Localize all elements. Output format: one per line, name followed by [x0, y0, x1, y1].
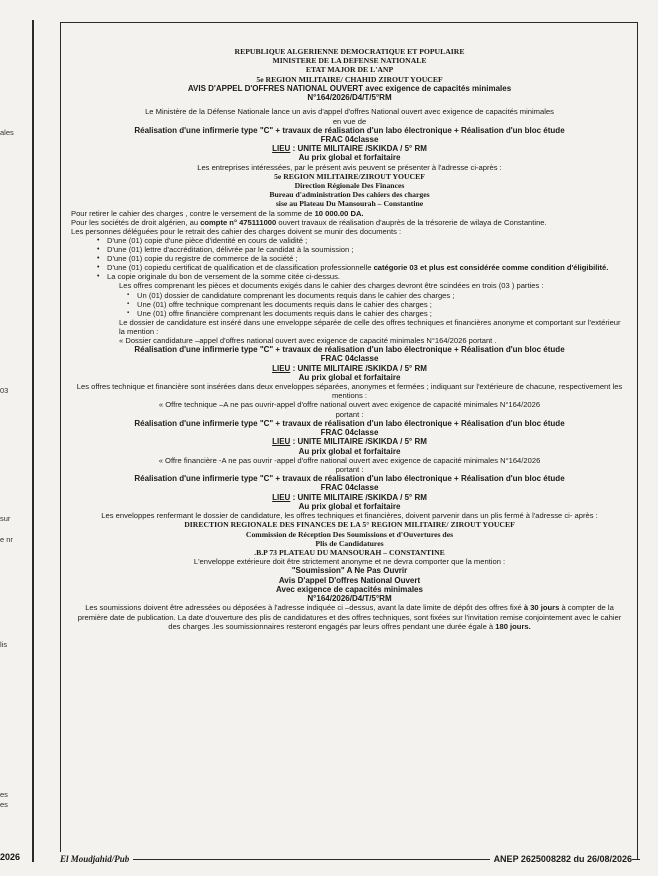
- dossier-section: [71, 318, 628, 382]
- part-item: ▪ Une (01) offre technique comprenant les documents requis dans le cahier des charges ;: [71, 300, 628, 309]
- header-republic: REPUBLIQUE ALGERIENNE DEMOCRATIQUE ET POPULAIRE: [234, 47, 465, 56]
- financiere-portant: portant :: [335, 464, 364, 474]
- project-lieu: [71, 493, 628, 502]
- prev-column-border: [32, 20, 34, 862]
- payment-deleguees: Les personnes déléguées pour le retrait des cahier des charges doivent se munir des documents :: [71, 226, 402, 236]
- prev-column-fragment: 03: [0, 386, 9, 395]
- previous-column: [0, 0, 36, 876]
- exterieure-mention-4: N°164/2026/D4/T/5°RM: [307, 594, 392, 604]
- exterieure-text: L'enveloppe extérieure doit être strictement anonyme et ne devra comporter que la mention :: [193, 557, 506, 567]
- enveloppes-section: [71, 511, 628, 557]
- closing-days: à 30 jours: [523, 603, 560, 613]
- dossier-mention: « Dossier candidature –appel d'offres national ouvert avec exigence de capacité minimales N°164/2026 portant .: [119, 336, 497, 345]
- project-frac: FRAC 04classe: [320, 427, 379, 437]
- payment-societes-text: Pour les sociétés de droit algérien, au: [71, 217, 199, 227]
- technique-portant: portant :: [335, 409, 364, 419]
- exterieure-mention-1: "Soumission" A Ne Pas Ouvrir: [291, 566, 408, 576]
- payment-section: [71, 209, 628, 236]
- project-frac: FRAC 04classe: [320, 354, 379, 364]
- exterieure-mention-3: Avec exigence de capacités minimales: [276, 584, 423, 594]
- financiere-section: [71, 456, 628, 511]
- lieu-value: : UNITE MILITAIRE /SKIKDA / 5° RM: [292, 144, 427, 154]
- project-lieu: [71, 144, 628, 153]
- intro-interested: Les entreprises intéressées, par le présent avis peuvent se présenter à l'adresse ci-après :: [197, 162, 502, 172]
- enveloppes-address-direction: DIRECTION REGIONALE DES FINANCES DE LA 5° REGION MILITAIRE/ ZIROUT YOUCEF: [184, 520, 515, 530]
- exterieure-mention-2: Avis D'appel D'offres National Ouvert: [278, 575, 421, 585]
- address-bureau: Bureau d'administration Des cahiers des charges: [269, 190, 430, 200]
- offres-tf-text: Les offres technique et financière sont insérées dans deux enveloppes séparées, anonymes et fermées ; indiquant sur l'extérieure de chacune, respectivement les mentions :: [76, 382, 623, 401]
- payment-societes: [71, 218, 628, 227]
- closing-paragraph: [71, 603, 628, 630]
- document-item: • D'une (01) lettre d'accréditation, délivrée par le candidat à la soumission ;: [71, 245, 628, 254]
- prev-column-fragment: lis: [0, 640, 8, 649]
- intro-section: [71, 107, 628, 208]
- project-frac: FRAC 04classe: [320, 483, 379, 493]
- parts-list: [71, 291, 628, 318]
- notice-title: AVIS D'APPEL D'OFFRES NATIONAL OUVERT avec exigence de capacités minimales: [187, 83, 512, 93]
- address-region: 5e REGION MILITAIRE/ZIROUT YOUCEF: [274, 171, 425, 181]
- footer-source: El Moudjahid/Pub: [60, 852, 133, 866]
- prev-column-footer: 2026: [0, 852, 21, 862]
- intro-text: Le Ministère de la Défense Nationale lance un avis d'appel d'offres National ouvert avec exigence de capacités minimales: [145, 107, 554, 117]
- project-title: Réalisation d'une infirmerie type "C" + travaux de réalisation d'un labo électronique + Réalisation d'un bloc étude: [134, 474, 565, 484]
- notice-reference: N°164/2026/D4/T/5°RM: [307, 93, 392, 103]
- lieu-label: LIEU: [272, 144, 291, 154]
- project-lieu: [71, 437, 628, 446]
- intro-en-vue: en vue de: [332, 116, 367, 126]
- enveloppes-address-bp: .B.P 73 PLATEAU DU MANSOURAH – CONSTANTINE: [254, 547, 445, 557]
- project-frac: FRAC 04classe: [320, 134, 379, 144]
- lieu-value: : UNITE MILITAIRE /SKIKDA / 5° RM: [292, 492, 427, 502]
- project-title: Réalisation d'une infirmerie type "C" + travaux de réalisation d'un labo électronique + Réalisation d'un bloc étude: [134, 418, 565, 428]
- header-etat-major: ETAT MAJOR DE L'ANP: [305, 65, 394, 75]
- part-item: ▪ Un (01) dossier de candidature comprenant les documents requis dans le cahier des charges ;: [71, 291, 628, 300]
- lieu-label: LIEU: [272, 492, 291, 502]
- project-prix: Au prix global et forfaitaire: [298, 153, 401, 163]
- prev-column-fragment: es: [0, 800, 8, 809]
- closing-text-a: Les soumissions doivent être adressées ou déposées à l'adresse indiquée ci –dessus, avant la date limite de dépôt des offres fixé: [85, 603, 522, 613]
- prev-column-fragment: ales: [0, 128, 14, 137]
- lieu-label: LIEU: [272, 363, 291, 373]
- offres-parts-text: Les offres comprenant les pièces et documents exigés dans le cahier des charges devront être scindées en trois (03 ) parties :: [119, 281, 544, 291]
- prev-column-fragment: es: [0, 790, 8, 799]
- payment-amount: 10 000.00 DA.: [314, 208, 364, 218]
- footer-anep: ANEP 2625008282 du 26/08/2026: [490, 852, 632, 866]
- enveloppes-address-commission: Commission de Réception Des Soumissions et d'Ouvertures des: [245, 529, 454, 539]
- project-prix: Au prix global et forfaitaire: [298, 446, 401, 456]
- certificate-text: D'une (01) copiedu certificat de qualification et de classification professionnelle: [107, 263, 372, 273]
- header-region: 5e REGION MILITAIRE/ CHAHID ZIROUT YOUCEF: [256, 74, 443, 84]
- financiere-mention: « Offre financière -A ne pas ouvrir -appel d'offre national ouvert avec exigence de capacité minimales N°164/2026: [158, 455, 541, 465]
- document-item: • D'une (01) copie d'une pièce d'identité en cours de validité ;: [71, 236, 628, 245]
- enveloppes-text: Les enveloppes renfermant le dossier de candidature, les offres techniques et financières, doivent parvenir dans un plis fermé à l'adresse ci- après :: [101, 511, 598, 521]
- part-item: ▪ Une (01) offre financière comprenant les documents requis dans le cahier des charges ;: [71, 309, 628, 318]
- technique-section: [71, 400, 628, 455]
- closing-text-b: à compter de la première date de publication. La date d'ouverture des plis de candidatures et des offres techniques, sont fixées sur l'invitation remise conjointement avec le cahier des charges .les soumissionnaires resteront engagés par leurs offres pendant une durée égale à: [77, 603, 622, 631]
- project-title: Réalisation d'une infirmerie type "C" + travaux de réalisation d'un labo électronique + Réalisation d'un bloc étude: [134, 345, 565, 355]
- payment-retirer: [71, 209, 628, 218]
- payment-compte: compte n° 475111000: [200, 217, 277, 227]
- prev-column-fragment: e nr: [0, 535, 13, 544]
- document-item-certificate: [71, 263, 628, 272]
- notice-header: [71, 47, 628, 102]
- payment-retirer-text: Pour retirer le cahier des charges , contre le versement de la somme de: [71, 208, 313, 218]
- prev-column-fragment: sur: [0, 514, 11, 523]
- tender-notice: [60, 22, 638, 860]
- enveloppes-address-plis: Plis de Candidatures: [315, 538, 384, 548]
- document-item: • D'une (01) copie du registre de commerce de la société ;: [71, 254, 628, 263]
- project-prix: Au prix global et forfaitaire: [298, 501, 401, 511]
- project-prix: Au prix global et forfaitaire: [298, 372, 401, 382]
- project-lieu: [71, 364, 628, 373]
- certificate-condition: catégorie 03 et plus est considérée comme condition d'éligibilité.: [373, 263, 609, 273]
- payment-societes-rest: ouvert travaux de réalisation d'auprès de la trésorerie de wilaya de Constantine.: [278, 217, 547, 227]
- technique-mention: « Offre technique –A ne pas ouvrir-appel d'offre national ouvert avec exigence de capacité minimales N°164/2026: [158, 400, 541, 410]
- lieu-label: LIEU: [272, 437, 291, 447]
- project-title: Réalisation d'une infirmerie type "C" + travaux de réalisation d'un labo électronique + Réalisation d'un bloc étude: [134, 125, 565, 135]
- header-ministry: MINISTERE DE LA DEFENSE NATIONALE: [272, 56, 427, 66]
- documents-list: [71, 236, 628, 281]
- address-direction: Direction Régionale Des Finances: [294, 181, 405, 191]
- exterieure-section: [71, 557, 628, 603]
- lieu-value: : UNITE MILITAIRE /SKIKDA / 5° RM: [292, 363, 427, 373]
- page-footer: [60, 852, 640, 866]
- lieu-value: : UNITE MILITAIRE /SKIKDA / 5° RM: [292, 437, 427, 447]
- closing-duration: 180 jours.: [495, 621, 531, 631]
- address-site: sise au Plateau Du Mansourah – Constantine: [275, 199, 424, 209]
- document-item: • La copie originale du bon de versement de la somme citée ci-dessus.: [71, 272, 628, 281]
- dossier-text: Le dossier de candidature est inséré dans une enveloppe séparée de celle des offres techniques et financières anonyme et comportant sur l'extérieur la mention :: [119, 317, 621, 336]
